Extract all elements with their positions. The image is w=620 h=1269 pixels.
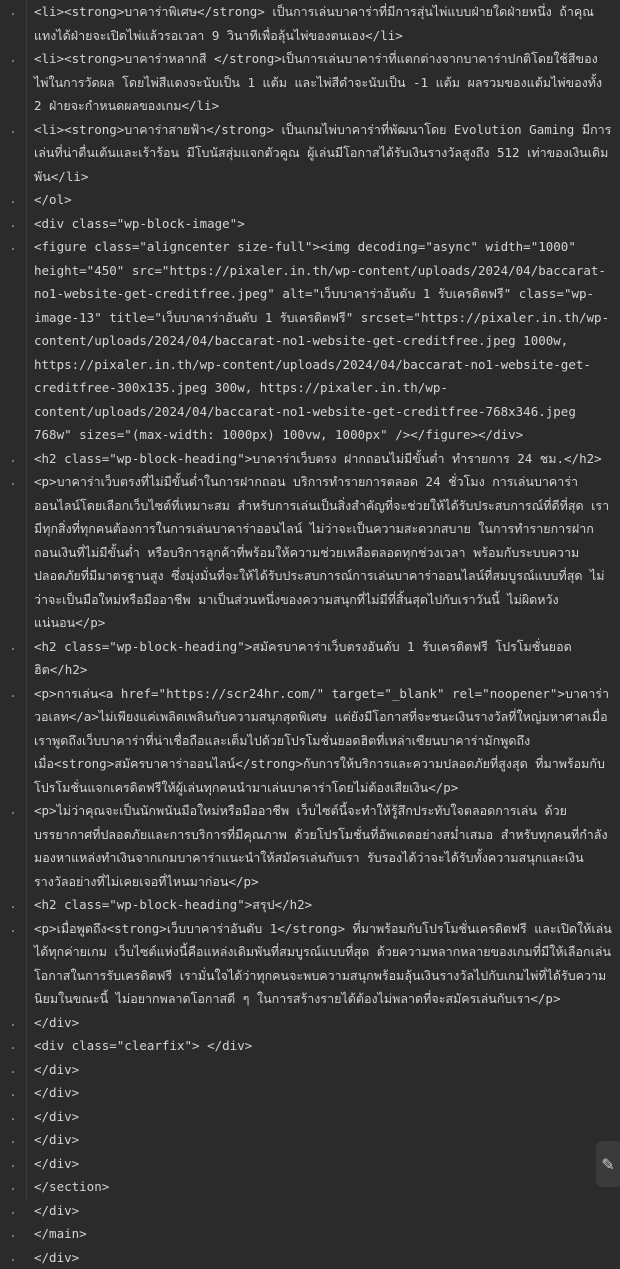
line-marker: . (0, 1246, 26, 1269)
code-line[interactable] (0, 188, 620, 212)
code-line[interactable] (0, 1175, 620, 1199)
code-line[interactable] (0, 682, 620, 800)
line-marker: . (0, 0, 26, 47)
code-text[interactable]: <p>บาคาร่าเว็บตรงที่ไม่มีขั้นต่ำในการฝากถอน บริการทำรายการตลอด 24 ชั่วโมง การเล่นบาคาร่าออนไลน์โดยเลือกเว็บไซต์ที่เหมาะสม สำหรับการเล่นเป็นสิ่งสำคัญที่จะช่วยให้ได้รับประสบการณ์ที่ดีที่สุด เรามีทุกสิ่งที่ทุกคนต้องการในการเล่นบาคาร่าออนไลน์ ไม่ว่าจะเป็นความสะดวกสบาย ในการทำรายการฝากถอนเงินที่ไม่มีขั้นต่ำ หรือบริการลูกค้าที่พร้อมให้ความช่วยเหลือตลอดทุกช่วงเวลา พร้อมกับระบบความปลอดภัยที่มีมาตรฐานสูง ซึ่งมุ่งมั่นที่จะให้ได้รับประสบการณ์การเล่นบาคาร่าออนไลน์ที่สมบูรณ์แบบที่สุด ไม่ว่าจะเป็นมือใหม่หรือมืออาชีพ มาเป็นส่วนหนึ่งของความสนุกที่ไม่มีที่สิ้นสุดไปกับเราวันนี้ ไม่ผิดหวังแน่นอน</p> (26, 470, 620, 635)
line-marker: . (0, 1199, 26, 1223)
code-text[interactable]: </section> (26, 1175, 620, 1199)
code-text[interactable]: <h2 class="wp-block-heading">สรุป</h2> (26, 893, 620, 917)
line-marker: . (0, 635, 26, 682)
code-line[interactable] (0, 1105, 620, 1129)
code-text[interactable]: <li><strong>บาคาร่าหลากสี </strong>เป็นการเล่นบาคาร่าที่แตกต่างจากบาคาร่าปกติโดยใช้สีของไพ่ในการวัดผล โดยไพ่สีแดงจะนับเป็น 1 แต้ม และไพ่สีดำจะนับเป็น -1 แต้ม ผลรวมของแต้มไพ่ของทั้ง 2 ฝ่ายจะกำหนดผลของเกม</li> (26, 47, 620, 118)
line-marker: . (0, 1222, 26, 1246)
code-line[interactable] (0, 1152, 620, 1176)
code-text[interactable]: </div> (26, 1246, 620, 1269)
line-marker: . (0, 1175, 26, 1199)
line-marker: . (0, 118, 26, 189)
line-marker: . (0, 1105, 26, 1129)
code-text[interactable]: </div> (26, 1199, 620, 1223)
code-line[interactable] (0, 447, 620, 471)
code-line[interactable] (0, 893, 620, 917)
line-marker: . (0, 1152, 26, 1176)
code-text[interactable]: </div> (26, 1058, 620, 1082)
code-line[interactable] (0, 0, 620, 47)
code-text[interactable]: <div class="wp-block-image"> (26, 212, 620, 236)
edit-button[interactable] (596, 1141, 620, 1187)
code-line[interactable] (0, 1011, 620, 1035)
code-text[interactable]: </div> (26, 1081, 620, 1105)
code-line[interactable] (0, 917, 620, 1011)
line-marker: . (0, 1058, 26, 1082)
code-text[interactable]: <li><strong>บาคาร่าสายฟ้า</strong> เป็นเกมไพ่บาคาร่าที่พัฒนาโดย Evolution Gaming มีการเล่นที่น่าตื่นเต้นและเร้าร้อน มีโบนัสสุ่มแจกตัวคูณ ผู้เล่นมีโอกาสได้รับเงินรางวัลสูงถึง 512 เท่าของเงินเดิมพัน</li> (26, 118, 620, 189)
edit-icon: ✎ (601, 1155, 614, 1174)
line-marker: . (0, 188, 26, 212)
code-text[interactable]: <h2 class="wp-block-heading">สมัครบาคาร่าเว็บตรงอันดับ 1 รับเครดิตฟรี โปรโมชั่นยอดฮิต</h2> (26, 635, 620, 682)
line-marker: . (0, 799, 26, 893)
code-line[interactable] (0, 1058, 620, 1082)
code-line[interactable] (0, 1222, 620, 1246)
code-text[interactable]: <li><strong>บาคาร่าพิเศษ</strong> เป็นการเล่นบาคาร่าที่มีการสุ่นไพ่แบบฝ่ายใดฝ่ายหนึ่ง ถ้าคุณแทงได้ฝ่ายจะเปิดไพ่แล้วรอเวลา 9 วินาทีเพื่อลุ้นไพ่ของตนเอง</li> (26, 0, 620, 47)
code-line[interactable] (0, 1081, 620, 1105)
code-text[interactable]: <p>ไม่ว่าคุณจะเป็นนักพนันมือใหม่หรือมืออาชีพ เว็บไซต์นี้จะทำให้รู้สึกประทับใจตลอดการเล่น ด้วยบรรยากาศที่ปลอดภัยและการบริการที่มีคุณภาพ ด้วยโปรโมชั่นที่อัพเดตอย่างสม่ำเสมอ สำหรับทุกคนที่กำลังมองหาแหล่งทำเงินจากเกมบาคาร่าแนะนำให้สมัครเล่นกับเรา รับรองได้ว่าจะได้รับทั้งความสนุกและเงินรางวัลอย่างที่ไม่เคยเจอที่ไหนมาก่อน</p> (26, 799, 620, 893)
line-marker: . (0, 1081, 26, 1105)
code-text[interactable]: </div> (26, 1152, 620, 1176)
code-line[interactable] (0, 799, 620, 893)
code-line[interactable] (0, 212, 620, 236)
code-text[interactable]: <p>การเล่น<a href="https://scr24hr.com/" target="_blank" rel="noopener">บาคาร่าวอเลท</a>ไม่เพียงแค่เพลิดเพลินกับความสนุกสุดพิเศษ แต่ยังมีโอกาสที่จะชนะเงินรางวัลที่ใหญ่มหาศาลเมื่อเราพูดถึงเว็บบาคาร่าที่น่าเชื่อถือและเต็มไปด้วยโปรโมชั่นยอดฮิตที่เหล่าเซียนบาคาร่ามักพูดถึง เมื่อ<strong>สมัครบาคาร่าออนไลน์</strong>กับการให้บริการและความปลอดภัยที่สูงสุด ที่มาพร้อมกับโปรโมชั่นแจกเครดิตฟรีให้ผู้เล่นทุกคนนำมาเล่นบาคาร่าโดยไม่ต้องเสียเงิน</p> (26, 682, 620, 800)
code-line[interactable] (0, 635, 620, 682)
code-line[interactable] (0, 1246, 620, 1269)
line-marker: . (0, 470, 26, 635)
line-marker: . (0, 1034, 26, 1058)
line-marker: . (0, 893, 26, 917)
code-line[interactable] (0, 118, 620, 189)
line-marker: . (0, 447, 26, 471)
code-text[interactable]: <h2 class="wp-block-heading">บาคาร่าเว็บตรง ฝากถอนไม่มีขั้นต่ำ ทำรายการ 24 ชม.</h2> (26, 447, 620, 471)
code-text[interactable]: </main> (26, 1222, 620, 1246)
line-marker: . (0, 47, 26, 118)
code-line[interactable] (0, 1034, 620, 1058)
line-marker: . (0, 235, 26, 447)
code-line[interactable] (0, 1199, 620, 1223)
line-marker: . (0, 917, 26, 1011)
code-line[interactable] (0, 1128, 620, 1152)
code-text[interactable]: </div> (26, 1105, 620, 1129)
line-marker: . (0, 682, 26, 800)
code-text[interactable]: </div> (26, 1011, 620, 1035)
code-text[interactable]: <p>เมื่อพูดถึง<strong>เว็บบาคาร่าอันดับ 1</strong> ที่มาพร้อมกับโปรโมชั่นเครดิตฟรี และเปิดให้เล่นได้ทุกค่ายเกม เว็บไซต์แห่งนี้คือแหล่งเดิมพันที่สมบูรณ์แบบที่สุด ด้วยความหลากหลายของเกมที่มีให้เลือกเล่น โอกาสในการรับเครดิตฟรี เรามั่นใจได้ว่าทุกคนจะพบความสนุกพร้อมลุ้นเงินรางวัลไปกับเกมไพ่ที่ได้รับความนิยมในขณะนี้ ไม่อยากพลาดโอกาสดี ๆ ในการสร้างรายได้ต้องไม่พลาดที่จะสมัครเล่นกับเรา</p> (26, 917, 620, 1011)
line-marker: . (0, 1128, 26, 1152)
line-marker: . (0, 212, 26, 236)
code-text[interactable]: <figure class="aligncenter size-full"><img decoding="async" width="1000" height="450" src="https://pixaler.in.th/wp-content/uploads/2024/04/baccarat-no1-website-get-creditfree.jpeg" alt="เว็บบาคาร่าอันดับ 1 รับเครดิตฟรี" class="wp-image-13" title="เว็บบาคาร่าอันดับ 1 รับเครดิตฟรี" srcset="https://pixaler.in.th/wp-content/uploads/2024/04/baccarat-no1-website-get-creditfree.jpeg 1000w, https://pixaler.in.th/wp-content/uploads/2024/04/baccarat-no1-website-get-creditfree-300x135.jpeg 300w, https://pixaler.in.th/wp-content/uploads/2024/04/baccarat-no1-website-get-creditfree-768x346.jpeg 768w" sizes="(max-width: 1000px) 100vw, 1000px" /></figure></div> (26, 235, 620, 447)
code-text[interactable]: </ol> (26, 188, 620, 212)
code-line[interactable] (0, 470, 620, 635)
code-line[interactable] (0, 47, 620, 118)
code-text[interactable]: </div> (26, 1128, 620, 1152)
line-marker: . (0, 1011, 26, 1035)
code-line[interactable] (0, 235, 620, 447)
code-text[interactable]: <div class="clearfix"> </div> (26, 1034, 620, 1058)
